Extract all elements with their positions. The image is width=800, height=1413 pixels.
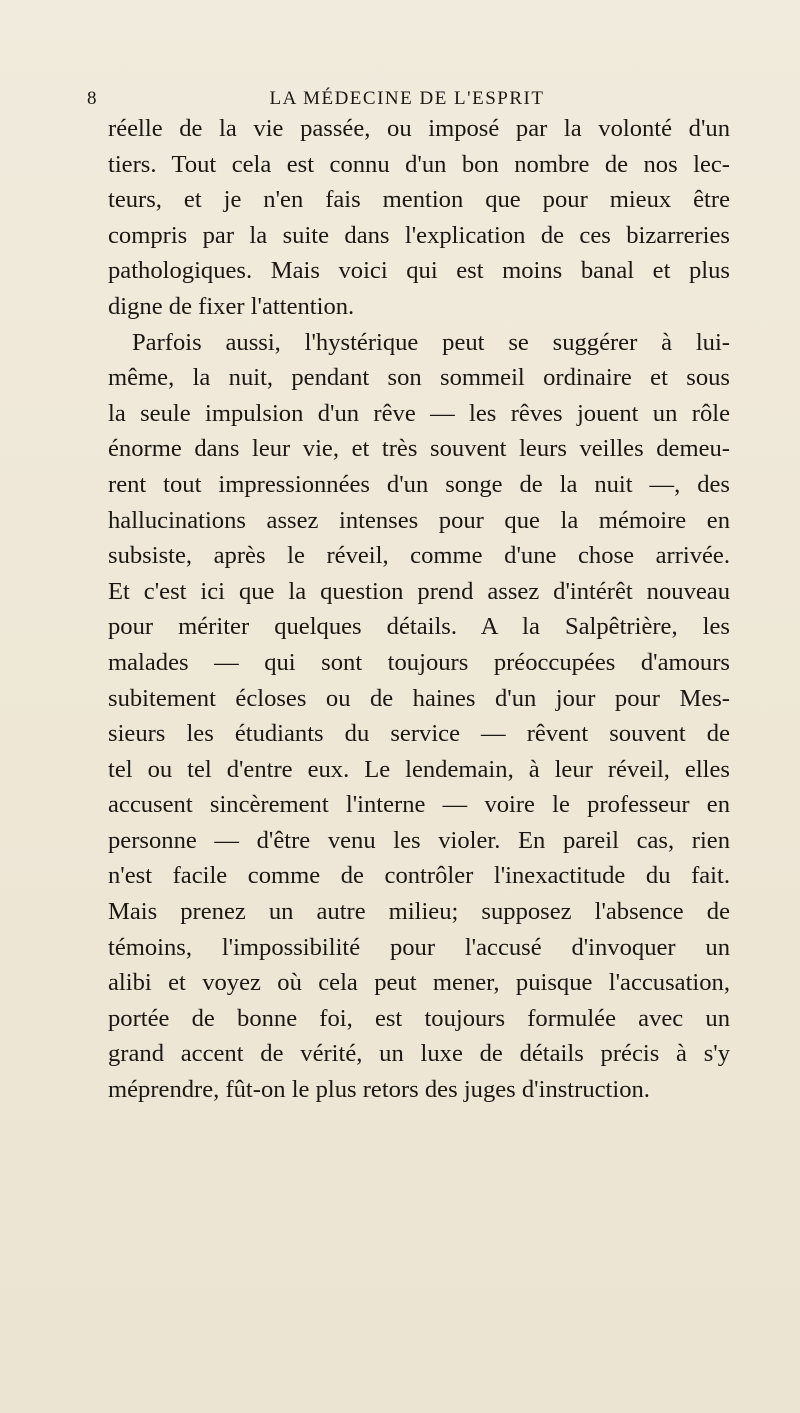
text-line: subitement écloses ou de haines d'un jour pour Mes-: [108, 684, 730, 712]
page-number: 8: [87, 88, 98, 109]
text-line: pour mériter quelques détails. A la Salpêtrière, les: [108, 613, 730, 641]
text-line: rent tout impressionnées d'un songe de la nuit —, des: [108, 470, 730, 498]
text-line: sieurs les étudiants du service — rêvent souvent de: [108, 720, 730, 748]
text-line: portée de bonne foi, est toujours formulée avec un: [108, 1004, 730, 1032]
text-line: hallucinations assez intenses pour que la mémoire en: [108, 506, 730, 534]
text-line: réelle de la vie passée, ou imposé par la volonté d'un: [108, 115, 730, 142]
text-line: alibi et voyez où cela peut mener, puisque l'accusation,: [108, 969, 730, 997]
body-text: [108, 111, 730, 1108]
text-line: teurs, et je n'en fais mention que pour mieux être: [108, 186, 730, 214]
text-line: compris par la suite dans l'explication de ces bizarreries: [108, 221, 730, 249]
running-title: LA MÉDECINE DE L'ESPRIT: [269, 88, 545, 109]
text-line: Parfois aussi, l'hystérique peut se suggérer à lui-: [132, 328, 730, 356]
running-head: [87, 88, 727, 112]
text-line: même, la nuit, pendant son sommeil ordinaire et sous: [108, 364, 730, 392]
text-line: la seule impulsion d'un rêve — les rêves jouent un rôle: [108, 399, 730, 427]
text-line: subsiste, après le réveil, comme d'une chose arrivée.: [108, 542, 730, 570]
text-line: digne de fixer l'attention.: [108, 292, 355, 320]
text-line: méprendre, fût-on le plus retors des juges d'instruction.: [108, 1076, 650, 1104]
text-line: pathologiques. Mais voici qui est moins banal et plus: [108, 257, 730, 285]
paragraph-1: [108, 111, 730, 325]
text-line: tiers. Tout cela est connu d'un bon nombre de nos lec-: [108, 150, 730, 178]
text-line: Et c'est ici que la question prend assez d'intérêt nouveau: [108, 577, 730, 605]
text-line: grand accent de vérité, un luxe de détails précis à s'y: [108, 1040, 730, 1068]
text-line: tel ou tel d'entre eux. Le lendemain, à leur réveil, elles: [108, 755, 730, 783]
text-line: Mais prenez un autre milieu; supposez l'absence de: [108, 898, 730, 926]
text-line: témoins, l'impossibilité pour l'accusé d'invoquer un: [108, 933, 730, 961]
text-line: n'est facile comme de contrôler l'inexactitude du fait.: [108, 862, 730, 890]
paragraph-2: [108, 325, 730, 1108]
text-line: accusent sincèrement l'interne — voire le professeur en: [108, 791, 730, 819]
text-line: malades — qui sont toujours préoccupées d'amours: [108, 648, 730, 676]
text-line: énorme dans leur vie, et très souvent leurs veilles demeu-: [108, 435, 730, 463]
text-line: personne — d'être venu les violer. En pareil cas, rien: [108, 826, 730, 854]
